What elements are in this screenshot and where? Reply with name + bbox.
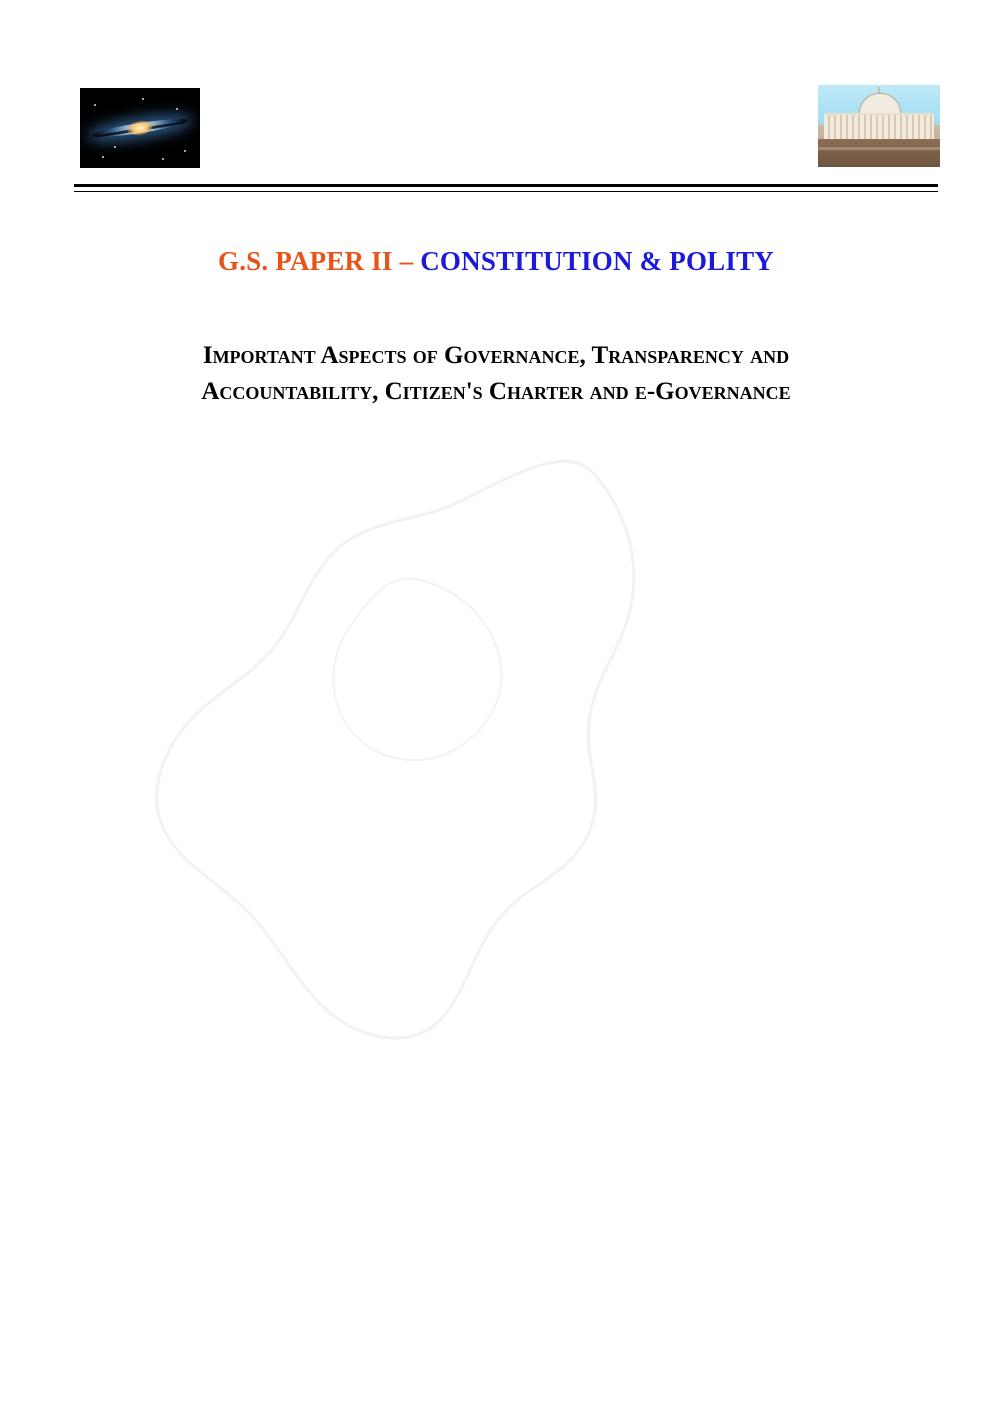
star-dot <box>142 98 144 100</box>
header-rule-thin <box>74 191 938 192</box>
star-dot <box>94 104 96 106</box>
star-dot <box>176 108 178 110</box>
galaxy-bulge-shape <box>126 119 154 137</box>
parliament-base-highlight <box>818 147 940 150</box>
star-dot <box>114 146 116 148</box>
star-dot <box>162 158 164 160</box>
page-title-subject: CONSTITUTION & POLITY <box>420 246 774 276</box>
header-rule-thick <box>74 184 938 187</box>
page-header <box>0 0 992 200</box>
topic-heading-line-2: Accountability, Citizen's Charter and e-Governance <box>201 377 791 405</box>
page-title-prefix: G.S. PAPER II – <box>218 246 421 276</box>
page-title <box>0 246 992 277</box>
parliament-icon <box>818 85 940 167</box>
star-dot <box>184 150 186 152</box>
topic-heading <box>140 338 852 409</box>
parliament-base-shape <box>818 139 940 167</box>
watermark-map-outline <box>120 430 760 1070</box>
topic-heading-line-1: Important Aspects of Governance, Transparency and <box>202 342 790 369</box>
galaxy-icon <box>80 88 200 168</box>
star-dot <box>102 156 104 158</box>
